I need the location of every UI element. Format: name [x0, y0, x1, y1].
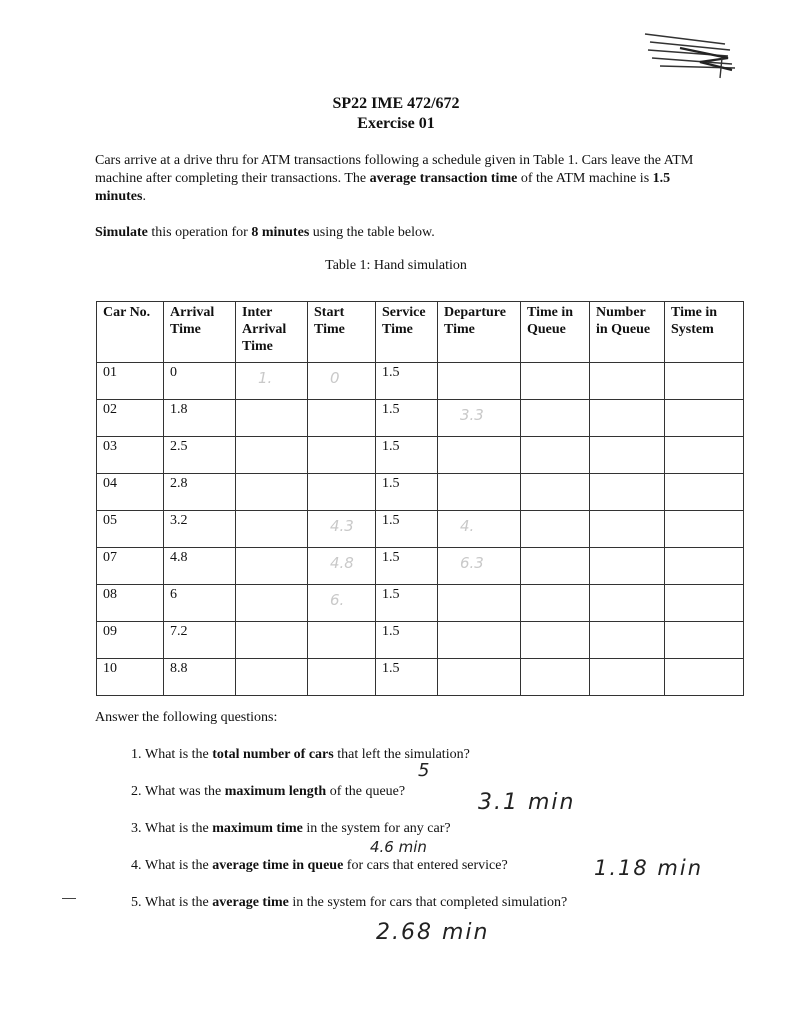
cell-car-no: 03 [97, 437, 164, 474]
cell-departure-time [438, 659, 521, 696]
table-row [97, 437, 744, 474]
q1-text-a: What is the [145, 747, 213, 762]
header-number-in-queue: Number in Queue [590, 302, 665, 363]
q4-text-a: What is the [145, 858, 213, 873]
table-row [97, 474, 744, 511]
cell-departure-time [438, 474, 521, 511]
table-caption: Table 1: Hand simulation [325, 258, 467, 273]
cell-arrival-time: 7.2 [164, 622, 236, 659]
cell-time-in-queue [521, 622, 590, 659]
cell-car-no: 01 [97, 363, 164, 400]
cell-inter-arrival-time [236, 585, 308, 622]
cell-arrival-time: 3.2 [164, 511, 236, 548]
cell-car-no: 02 [97, 400, 164, 437]
cell-arrival-time: 2.5 [164, 437, 236, 474]
faint-handwriting: 4.3 [330, 517, 354, 535]
table-header-row [97, 302, 744, 363]
cell-time-in-queue [521, 659, 590, 696]
cell-car-no: 08 [97, 585, 164, 622]
cell-departure-time [438, 548, 521, 585]
margin-dash [62, 898, 76, 899]
q3-text-a: What is the [145, 821, 213, 836]
q4-text-c: for cars that entered service? [343, 858, 508, 873]
q3-text-c: in the system for any car? [302, 821, 451, 836]
cell-service-time: 1.5 [376, 511, 438, 548]
cell-inter-arrival-time [236, 474, 308, 511]
table-row [97, 363, 744, 400]
cell-car-no: 05 [97, 511, 164, 548]
cell-time-in-queue [521, 585, 590, 622]
cell-time-in-system [665, 511, 744, 548]
cell-time-in-queue [521, 511, 590, 548]
cell-number-in-queue [590, 400, 665, 437]
faint-handwriting: 0 [330, 369, 340, 387]
cell-arrival-time: 1.8 [164, 400, 236, 437]
cell-time-in-system [665, 363, 744, 400]
table-row [97, 659, 744, 696]
intro-text-1: Cars arrive at a drive thru for ATM transactions following a schedule given in Table 1. Cars leave the ATM machine after completing their transactions. The [95, 153, 694, 186]
cell-time-in-system [665, 474, 744, 511]
cell-number-in-queue [590, 511, 665, 548]
q1-bold: total number of cars [212, 747, 334, 762]
page-title [0, 94, 792, 134]
question-1 [145, 746, 785, 783]
header-arrival-time: Arrival Time [164, 302, 236, 363]
cell-time-in-system [665, 400, 744, 437]
q2-text-a: What was the [145, 784, 225, 799]
cell-start-time [308, 437, 376, 474]
q5-bold: average time [212, 895, 289, 910]
faint-handwriting: 4. [460, 517, 475, 535]
cell-service-time: 1.5 [376, 585, 438, 622]
cell-time-in-system [665, 585, 744, 622]
answer-q2-handwritten: 3.1 min [478, 790, 576, 815]
cell-number-in-queue [590, 659, 665, 696]
q2-text-c: of the queue? [326, 784, 406, 799]
cell-inter-arrival-time [236, 437, 308, 474]
header-start-time: Start Time [308, 302, 376, 363]
cell-time-in-queue [521, 437, 590, 474]
cell-departure-time [438, 400, 521, 437]
cell-start-time [308, 363, 376, 400]
exercise-title: Exercise 01 [357, 115, 435, 132]
q5-text-c: in the system for cars that completed simulation? [288, 895, 568, 910]
cell-number-in-queue [590, 474, 665, 511]
cell-number-in-queue [590, 437, 665, 474]
simulate-text-2: using the table below. [309, 225, 435, 240]
cell-arrival-time: 8.8 [164, 659, 236, 696]
cell-arrival-time: 6 [164, 585, 236, 622]
cell-service-time: 1.5 [376, 400, 438, 437]
table-row [97, 622, 744, 659]
table-row [97, 400, 744, 437]
cell-start-time [308, 400, 376, 437]
header-time-in-queue: Time in Queue [521, 302, 590, 363]
cell-service-time: 1.5 [376, 659, 438, 696]
cell-start-time [308, 622, 376, 659]
simulate-bold-2: 8 minutes [251, 225, 310, 240]
table-body [97, 363, 744, 696]
cell-time-in-system [665, 437, 744, 474]
question-3 [145, 820, 785, 857]
simulate-bold: Simulate [95, 225, 148, 240]
cell-start-time [308, 474, 376, 511]
q4-bold: average time in queue [212, 858, 344, 873]
faint-handwriting: 6. [330, 591, 345, 609]
cell-time-in-system [665, 548, 744, 585]
cell-departure-time [438, 363, 521, 400]
intro-bold-2: 1.5 minutes [95, 171, 671, 204]
cell-number-in-queue [590, 585, 665, 622]
cell-service-time: 1.5 [376, 437, 438, 474]
cell-time-in-queue [521, 363, 590, 400]
cell-start-time [308, 548, 376, 585]
cell-service-time: 1.5 [376, 474, 438, 511]
answer-q5-handwritten: 2.68 min [376, 920, 490, 945]
cell-number-in-queue [590, 622, 665, 659]
cell-car-no: 09 [97, 622, 164, 659]
header-departure-time: Departure Time [438, 302, 521, 363]
cell-number-in-queue [590, 548, 665, 585]
cell-arrival-time: 4.8 [164, 548, 236, 585]
cell-car-no: 10 [97, 659, 164, 696]
answer-q4-handwritten: 1.18 min [594, 856, 704, 880]
q5-text-a: What is the [145, 895, 213, 910]
cell-time-in-queue [521, 474, 590, 511]
cell-inter-arrival-time [236, 400, 308, 437]
cell-arrival-time: 0 [164, 363, 236, 400]
cell-departure-time [438, 622, 521, 659]
question-list [95, 746, 785, 931]
course-title: SP22 IME 472/672 [332, 95, 460, 112]
cell-departure-time [438, 585, 521, 622]
header-car-no: Car No. [97, 302, 164, 363]
intro-text-3: . [142, 189, 146, 204]
cell-inter-arrival-time [236, 622, 308, 659]
cell-inter-arrival-time [236, 659, 308, 696]
answer-q1-handwritten: 5 [418, 760, 430, 781]
cell-arrival-time: 2.8 [164, 474, 236, 511]
cell-time-in-system [665, 659, 744, 696]
cell-service-time: 1.5 [376, 548, 438, 585]
simulate-text-1: this operation for [147, 225, 252, 240]
cell-inter-arrival-time [236, 511, 308, 548]
q3-bold: maximum time [212, 821, 303, 836]
cell-departure-time [438, 511, 521, 548]
faint-handwriting: 4.8 [330, 554, 354, 572]
cell-time-in-system [665, 622, 744, 659]
simulation-table [96, 301, 744, 696]
q2-bold: maximum length [224, 784, 327, 799]
header-service-time: Service Time [376, 302, 438, 363]
cell-start-time [308, 585, 376, 622]
faint-handwriting: 3.3 [460, 406, 484, 424]
header-inter-arrival-time: Inter Arrival Time [236, 302, 308, 363]
cell-start-time [308, 659, 376, 696]
q1-text-c: that left the simulation? [333, 747, 470, 762]
cell-service-time: 1.5 [376, 363, 438, 400]
cell-inter-arrival-time [236, 548, 308, 585]
cell-car-no: 07 [97, 548, 164, 585]
cell-car-no: 04 [97, 474, 164, 511]
cell-departure-time [438, 437, 521, 474]
intro-text-2: of the ATM machine is [517, 171, 653, 186]
table-row [97, 548, 744, 585]
corner-scribble [640, 28, 740, 80]
table-row [97, 585, 744, 622]
faint-handwriting: 1. [258, 369, 273, 387]
questions-intro: Answer the following questions: [95, 710, 278, 725]
cell-inter-arrival-time [236, 363, 308, 400]
table-row [97, 511, 744, 548]
intro-paragraph [95, 152, 720, 206]
answer-q3-handwritten: 4.6 min [370, 838, 427, 856]
simulate-instruction [95, 225, 435, 241]
cell-time-in-queue [521, 548, 590, 585]
faint-handwriting: 6.3 [460, 554, 484, 572]
intro-bold-1: average transaction time [369, 171, 518, 186]
cell-start-time [308, 511, 376, 548]
cell-number-in-queue [590, 363, 665, 400]
cell-time-in-queue [521, 400, 590, 437]
question-2 [145, 783, 785, 820]
header-time-in-system: Time in System [665, 302, 744, 363]
cell-service-time: 1.5 [376, 622, 438, 659]
